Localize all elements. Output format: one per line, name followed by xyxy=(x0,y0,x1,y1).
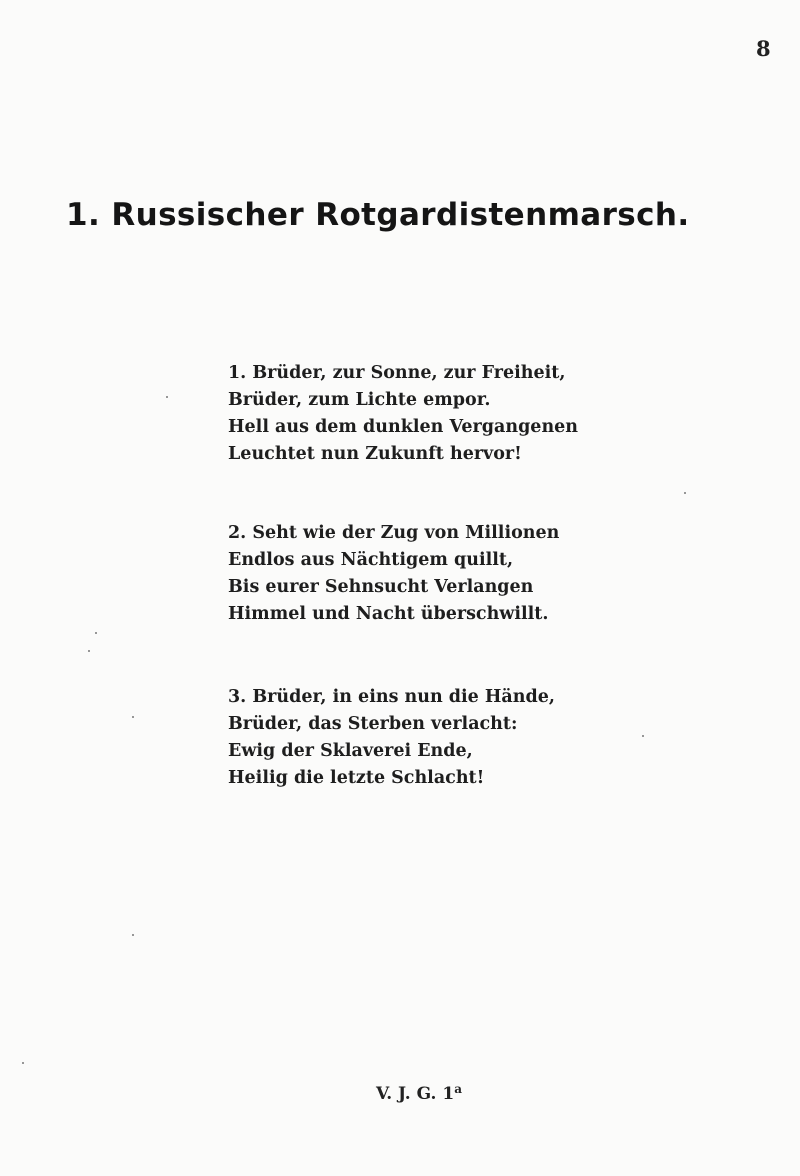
stanza-line: Endlos aus Nächtigem quillt, xyxy=(228,550,514,570)
stanza-line: Himmel und Nacht überschwillt. xyxy=(228,604,549,624)
stanza-line: 1. Brüder, zur Sonne, zur Freiheit, xyxy=(228,363,566,383)
stanza-line: Heilig die letzte Schlacht! xyxy=(228,768,485,788)
footer-text: V. J. G. 1 xyxy=(376,1084,455,1104)
stanza-line: 2. Seht wie der Zug von Millionen xyxy=(228,523,560,543)
scan-speck xyxy=(88,650,90,652)
footer-signature xyxy=(376,1082,462,1104)
stanza-3 xyxy=(228,684,648,792)
stanza-line: Leuchtet nun Zukunft hervor! xyxy=(228,444,522,464)
scan-speck xyxy=(22,1062,24,1064)
scan-speck xyxy=(132,716,134,718)
stanza-line: Ewig der Sklaverei Ende, xyxy=(228,741,473,761)
scan-speck xyxy=(166,396,168,398)
page-number: 8 xyxy=(756,36,771,61)
stanza-line: Brüder, zum Lichte empor. xyxy=(228,390,491,410)
song-title: 1. Russischer Rotgardistenmarsch. xyxy=(66,197,690,233)
scan-speck xyxy=(642,735,644,737)
stanza-line: Bis eurer Sehnsucht Verlangen xyxy=(228,577,534,597)
stanza-1 xyxy=(228,360,648,468)
stanza-2 xyxy=(228,520,648,628)
stanza-line: Hell aus dem dunklen Vergangenen xyxy=(228,417,579,437)
scan-speck xyxy=(684,492,686,494)
footer-superscript: a xyxy=(454,1082,462,1096)
stanza-line: 3. Brüder, in eins nun die Hände, xyxy=(228,687,555,707)
stanza-line: Brüder, das Sterben verlacht: xyxy=(228,714,518,734)
scan-speck xyxy=(95,632,97,634)
scan-speck xyxy=(132,934,134,936)
